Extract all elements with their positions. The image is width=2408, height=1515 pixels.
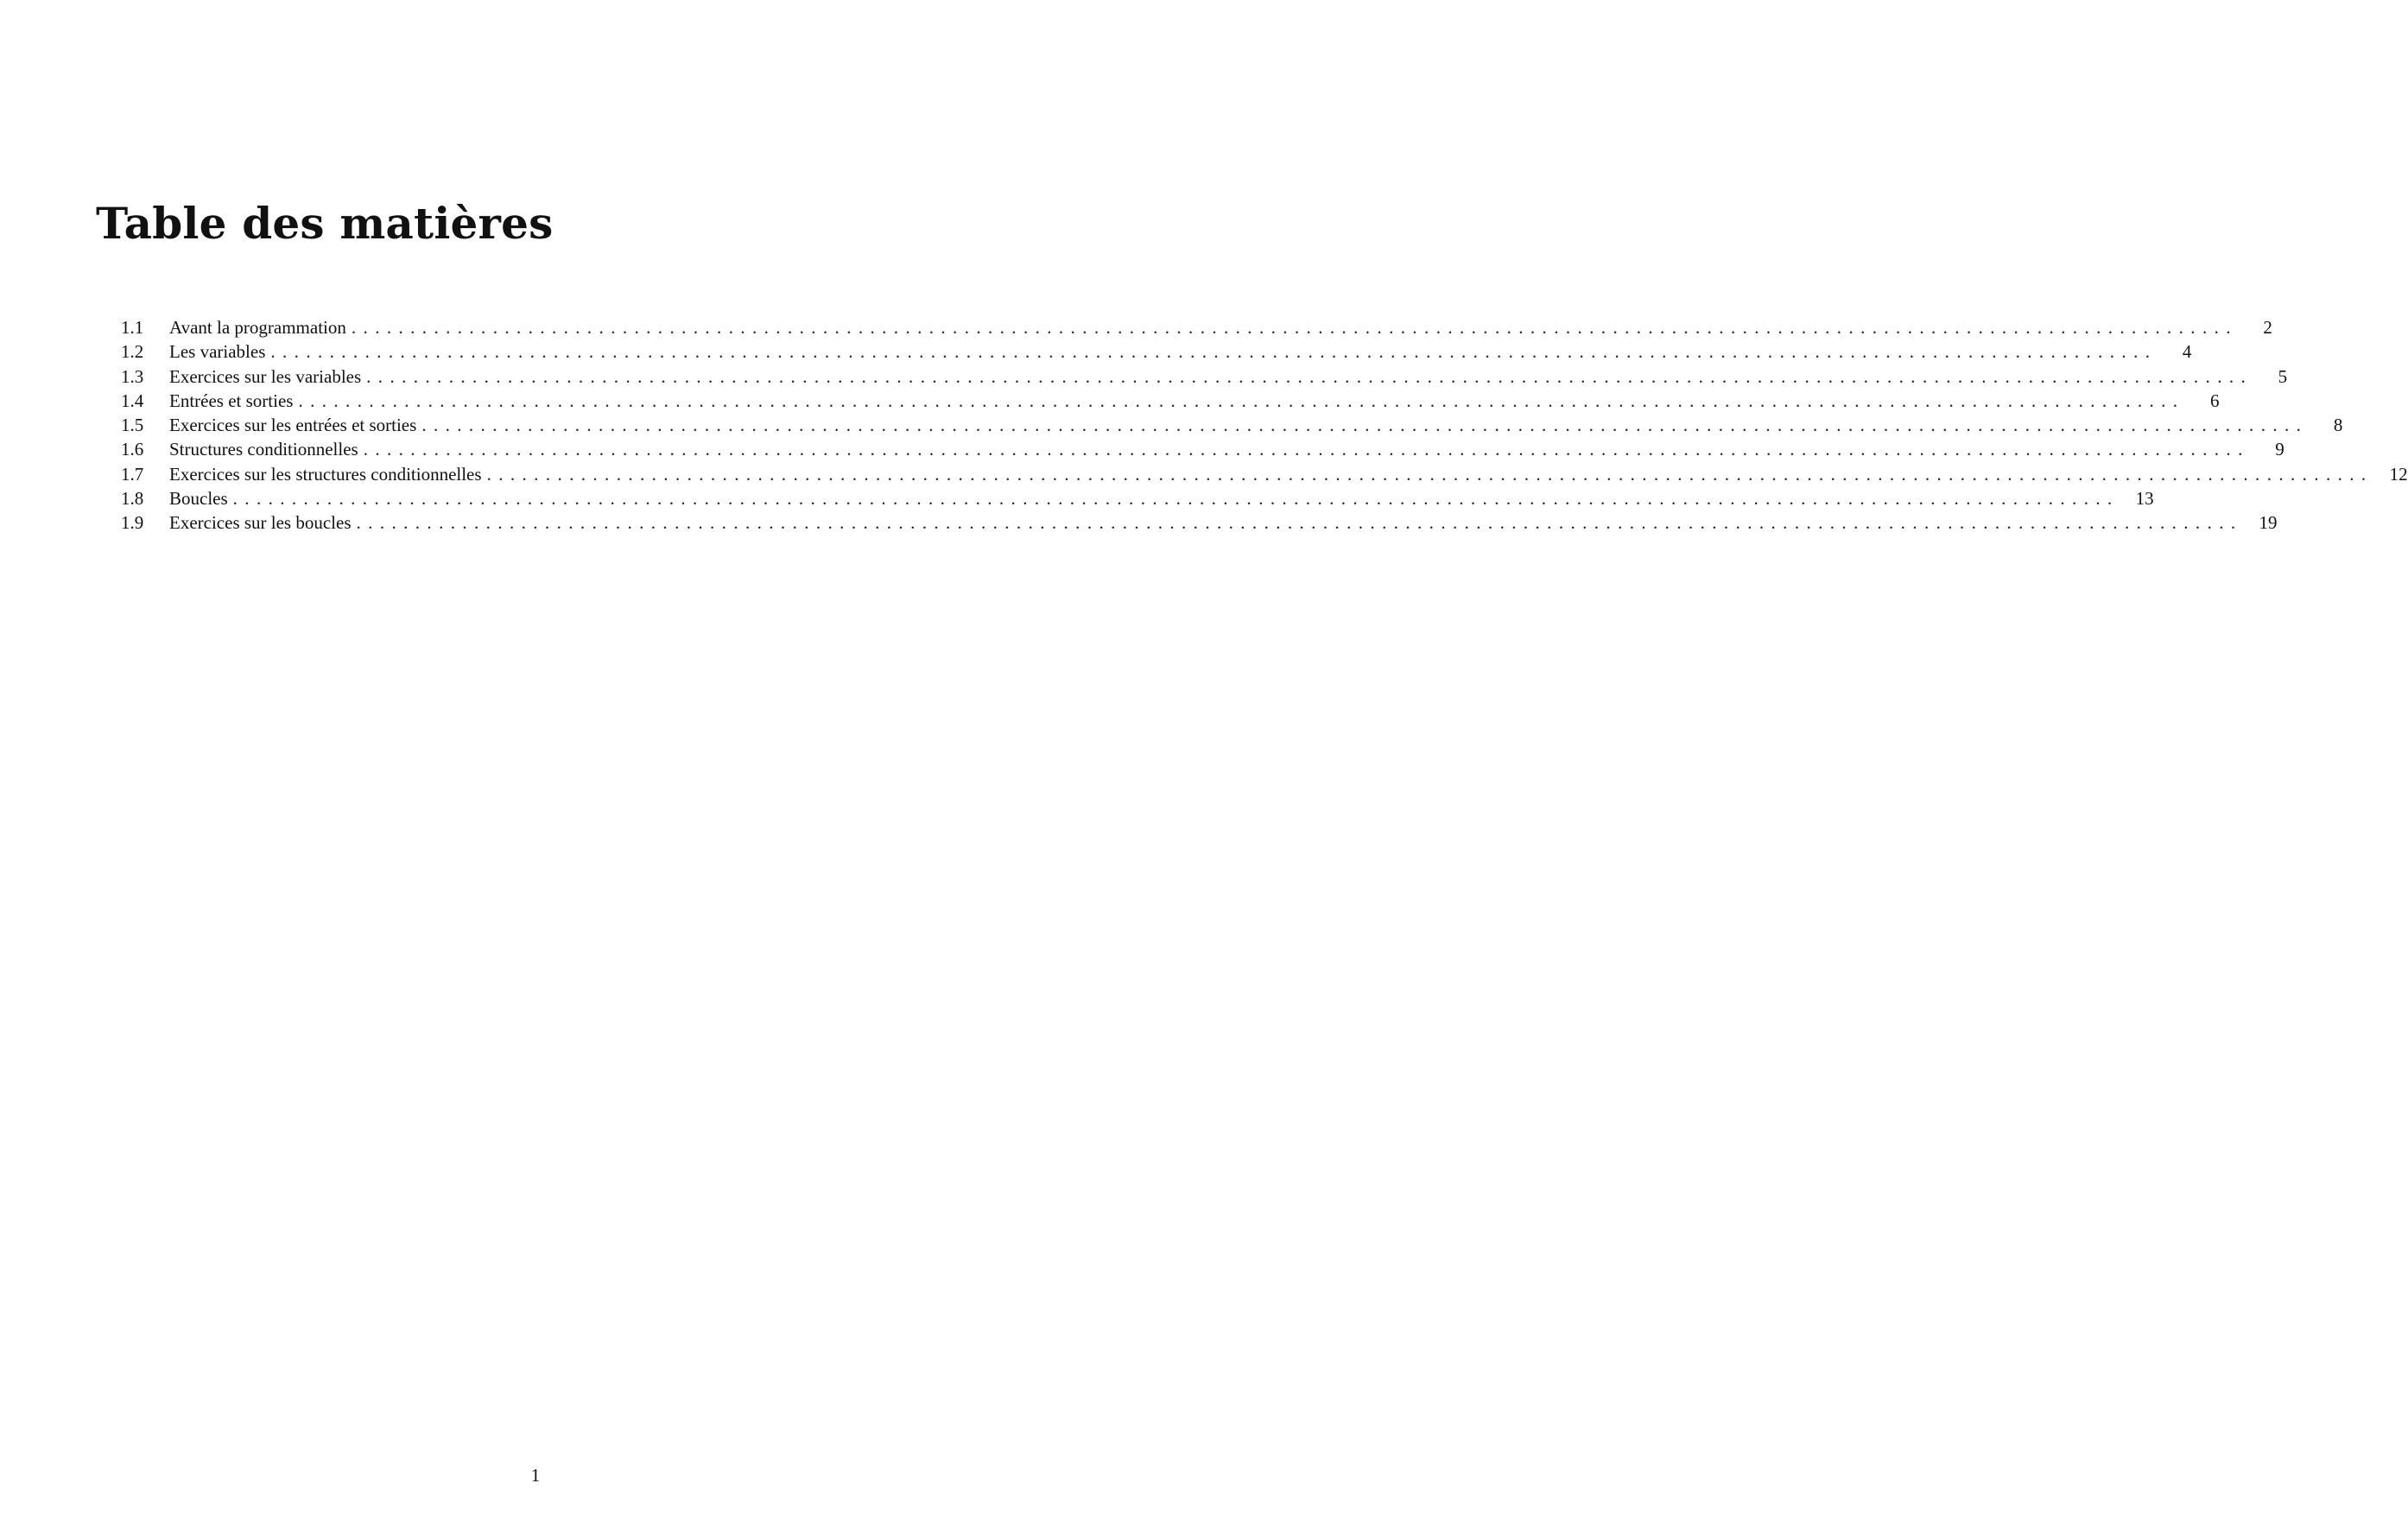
toc-entry-1-4[interactable] — [121, 389, 2220, 413]
dot-leader: ................................................................................................................................................................ — [351, 317, 2238, 338]
dot-leader: ................................................................................................................................................................ — [363, 439, 2250, 460]
toc-entry-1-7[interactable] — [121, 462, 2408, 486]
toc-entry-number: 1.6 — [121, 439, 144, 460]
toc-entry-number: 1.1 — [121, 317, 144, 338]
toc-entry-page: 9 — [2275, 439, 2284, 460]
toc-entry-1-5[interactable] — [121, 413, 2343, 437]
toc-entry-title: Exercices sur les boucles — [169, 512, 352, 534]
toc-entry-number: 1.9 — [121, 512, 144, 534]
toc-entry-page: 6 — [2209, 390, 2220, 411]
toc-entry-title: Les variables — [169, 341, 266, 363]
toc-entry-title: Boucles — [169, 488, 228, 510]
dot-leader: ................................................................................................................................................................ — [486, 463, 2373, 485]
toc-entry-page: 8 — [2333, 415, 2343, 436]
toc-entry-number: 1.7 — [121, 463, 144, 485]
toc-entry-page: 4 — [2182, 341, 2192, 363]
toc-entry-number: 1.5 — [121, 415, 144, 436]
toc-entry-number: 1.3 — [121, 365, 144, 387]
dot-leader: ................................................................................................................................................................ — [270, 341, 2158, 363]
toc-entry-title: Avant la programmation — [169, 317, 346, 338]
toc-entry-title: Exercices sur les variables — [169, 365, 362, 387]
toc-entry-page: 5 — [2278, 365, 2288, 387]
dot-leader: ................................................................................................................................................................ — [421, 415, 2309, 436]
toc-entry-number: 1.8 — [121, 488, 144, 510]
toc-entry-1-2[interactable] — [121, 339, 2192, 364]
toc-entry-number: 1.2 — [121, 341, 144, 363]
toc-entry-page: 19 — [2259, 512, 2278, 534]
toc-entry-title: Exercices sur les structures conditionnelles — [169, 463, 482, 485]
toc-entry-1-1[interactable] — [121, 315, 2272, 339]
toc-entry-1-6[interactable] — [121, 437, 2284, 461]
toc-entry-1-8[interactable] — [121, 486, 2154, 510]
toc-entry-title: Exercices sur les entrées et sorties — [169, 415, 417, 436]
page-title: Table des matières — [96, 198, 554, 249]
toc-entry-page: 2 — [2263, 317, 2272, 338]
toc-entry-page: 13 — [2135, 488, 2154, 510]
toc-entry-1-3[interactable] — [121, 364, 2288, 389]
table-of-contents — [121, 315, 2408, 536]
toc-entry-number: 1.4 — [121, 390, 144, 411]
toc-entry-title: Structures conditionnelles — [169, 439, 358, 460]
dot-leader: ................................................................................................................................................................ — [356, 512, 2243, 534]
dot-leader: ................................................................................................................................................................ — [298, 390, 2185, 411]
dot-leader: ................................................................................................................................................................ — [366, 365, 2253, 387]
toc-entry-1-9[interactable] — [121, 510, 2278, 535]
page-number: 1 — [530, 1465, 541, 1486]
toc-entry-title: Entrées et sorties — [169, 390, 294, 411]
dot-leader: ................................................................................................................................................................ — [232, 488, 2120, 510]
toc-entry-page: 12 — [2389, 463, 2408, 485]
